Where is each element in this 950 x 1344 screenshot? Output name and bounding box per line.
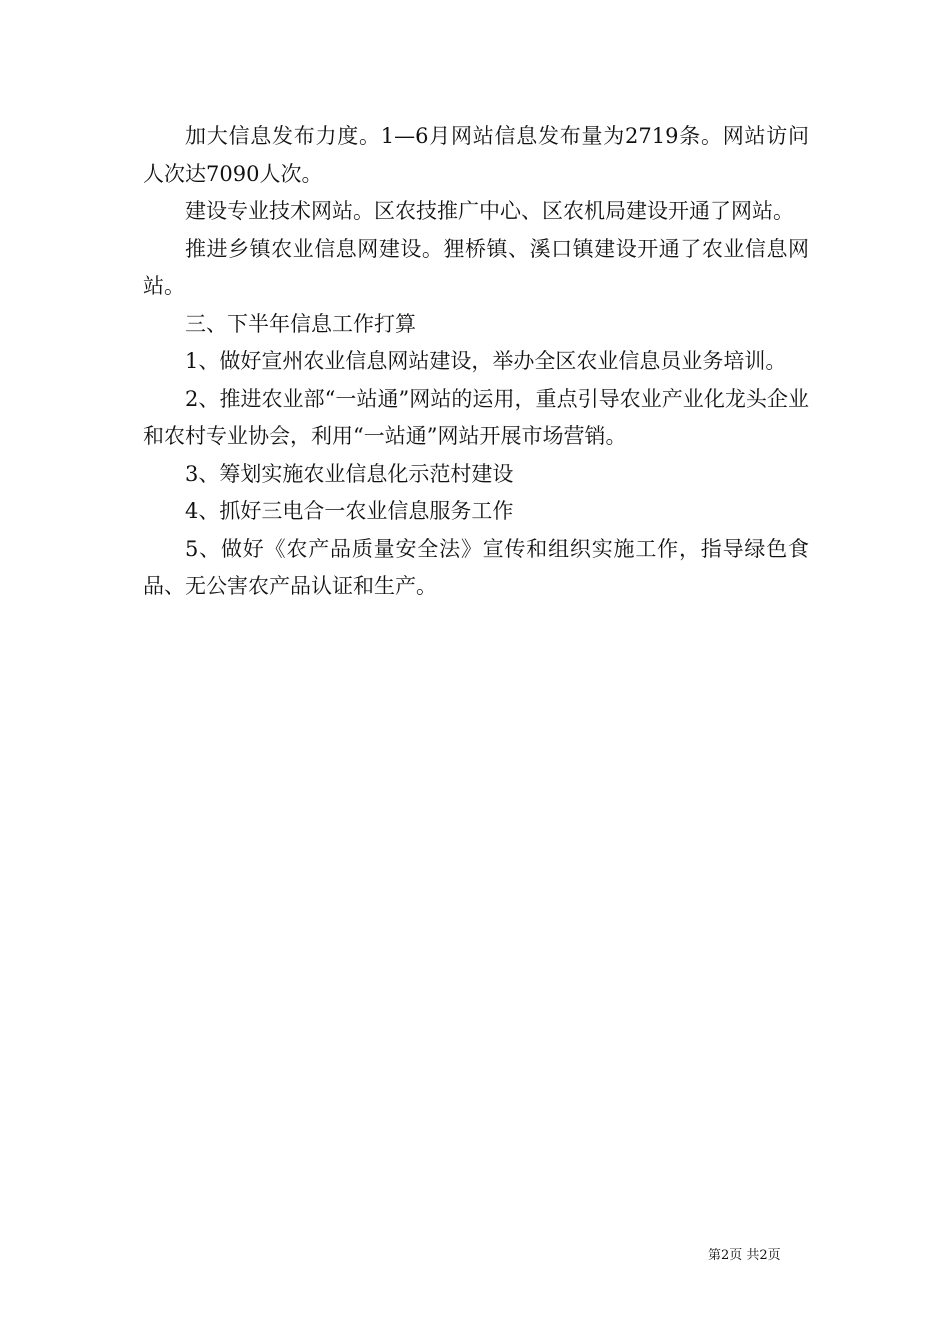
page-number-footer: 第2页 共2页 [708, 1248, 781, 1263]
plan-item-1: 1、做好宣州农业信息网站建设，举办全区农业信息员业务培训。 [185, 349, 787, 373]
paragraph-township-network: 推进乡镇农业信息网建设。狸桥镇、溪口镇建设开通了农业信息网站。 [143, 236, 809, 298]
paragraph-info-release: 加大信息发布力度。1—6月网站信息发布量为2719条。网站访问人次达7090人次。 [143, 124, 809, 186]
section-heading-plan: 三、下半年信息工作打算 [185, 311, 416, 336]
plan-item-4: 4、抓好三电合一农业信息服务工作 [185, 499, 514, 523]
paragraph-professional-sites: 建设专业技术网站。区农技推广中心、区农机局建设开通了网站。 [185, 199, 794, 223]
plan-item-3: 3、筹划实施农业信息化示范村建设 [185, 461, 514, 486]
document-body [143, 118, 809, 606]
plan-item-2: 2、推进农业部“一站通”网站的运用，重点引导农业产业化龙头企业和农村专业协会，利用“一站通”网站开展市场营销。 [143, 386, 809, 448]
plan-item-5: 5、做好《农产品质量安全法》宣传和组织实施工作，指导绿色食品、无公害农产品认证和生产。 [143, 536, 809, 598]
